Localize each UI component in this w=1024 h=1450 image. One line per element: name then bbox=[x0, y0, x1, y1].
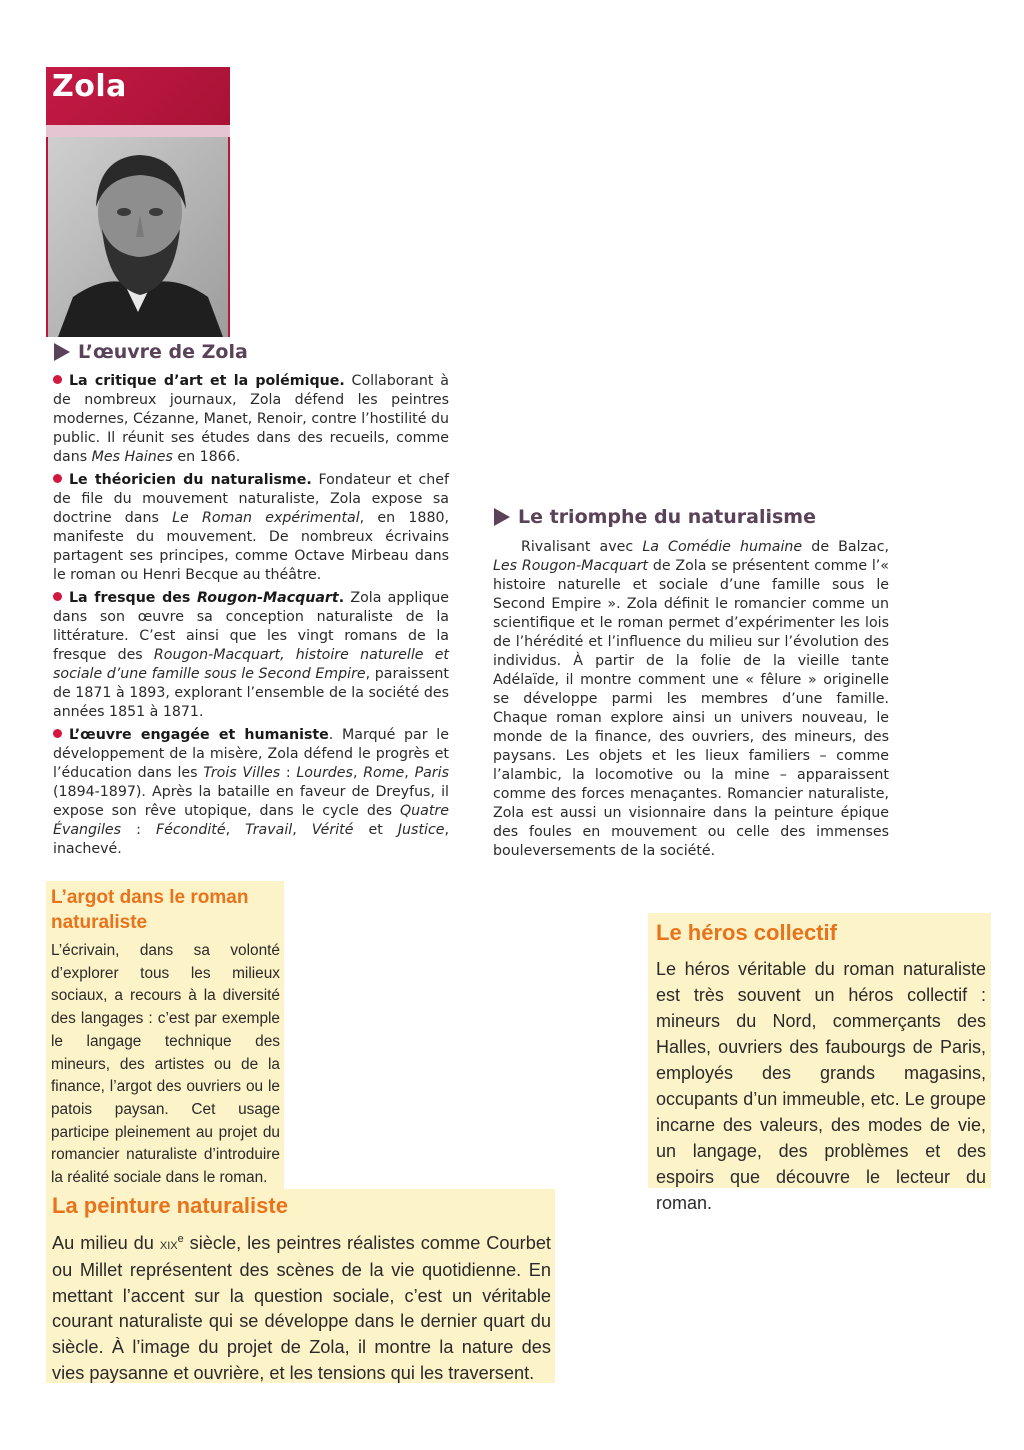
oeuvre-heading-text: L’œuvre de Zola bbox=[78, 341, 248, 363]
oeuvre-item: La fresque des Rougon-Macquart. Zola applique dans son œuvre sa conception naturaliste de la littérature. C’est ainsi que les vingt romans de la fresque des Rougon-Macquart, histoire naturelle et sociale d’une famille sous le Second Empire, paraissent de 1871 à 1893, explorant l’ensemble de la société des années 1851 à 1871. bbox=[53, 590, 449, 720]
bullet-icon bbox=[53, 729, 62, 738]
triomphe-heading bbox=[494, 506, 816, 528]
oeuvre-item: La critique d’art et la polémique. Collaborant à de nombreux journaux, Zola défend les peintres modernes, Cézanne, Manet, Renoir, contre l’hostilité du public. Il réunit ses études dans des recueils, comme dans Mes Haines en 1866. bbox=[53, 373, 449, 465]
oeuvre-item: L’œuvre engagée et humaniste. Marqué par le développement de la misère, Zola défend le progrès et l’éducation dans les Trois Villes : Lourdes, Rome, Paris (1894-1897). Après la bataille en faveur de Dreyfus, il expose son rêve utopique, dans le cycle des Quatre Évangiles : Fécondité, Travail, Vérité et Justice, inachevé. bbox=[53, 727, 449, 857]
bullet-icon bbox=[53, 474, 62, 483]
argot-text: L’écrivain, dans sa volonté d’explorer tous les milieux sociaux, a recours à la diversité des langages : c’est par exemple le langage technique des mineurs, des artistes ou de la finance, l’argot des ouvriers ou le patois paysan. Cet usage participe pleinement au projet du romancier naturaliste d’introduire la réalité sociale dans le roman. bbox=[51, 942, 280, 1187]
author-portrait bbox=[48, 137, 228, 337]
peinture-title: La peinture naturaliste bbox=[52, 1193, 288, 1218]
triomphe-column bbox=[493, 538, 889, 861]
peinture-box bbox=[46, 1189, 555, 1383]
heros-text: Le héros véritable du roman naturaliste est très souvent un héros collectif : mineurs du Nord, commerçants des Halles, ouvriers des faubourgs de Paris, employés des grands magasins, occupants d’un immeuble, etc. Le groupe incarne des valeurs, des modes de vie, un langage, des problèmes et des espoirs que découvre le lecteur du roman. bbox=[656, 959, 986, 1213]
bullet-icon bbox=[53, 592, 62, 601]
argot-title: L’argot dans le roman naturaliste bbox=[51, 887, 249, 933]
heros-title: Le héros collectif bbox=[656, 920, 837, 945]
argot-box bbox=[46, 881, 284, 1189]
heros-box bbox=[648, 913, 991, 1213]
bullet-icon bbox=[53, 375, 62, 384]
author-title: Zola bbox=[52, 69, 127, 104]
oeuvre-column bbox=[53, 372, 449, 863]
oeuvre-heading bbox=[54, 341, 248, 363]
oeuvre-item: Le théoricien du naturalisme. Fondateur et chef de file du mouvement naturaliste, Zola expose sa doctrine dans Le Roman expérimental, en 1880, manifeste du mouvement. De nombreux écrivains partagent ses principes, comme Octave Mirbeau dans le roman ou Henri Becque au théâtre. bbox=[53, 472, 450, 583]
triomphe-paragraph: Rivalisant avec La Comédie humaine de Balzac, Les Rougon-Macquart de Zola se présentent comme l’« histoire naturelle et sociale d’une famille sous le Second Empire ». Zola définit le romancier comme un scientifique et le roman permet d’expérimenter les lois de l’hérédité et l’influence du milieu sur l’évolution des individus. À partir de la folie de la vieille tante Adélaïde, il montre comment une « fêlure » originelle se développe parmi les membres d’une famille. Chaque roman explore ainsi un univers nouveau, le monde de la finance, des ouvriers, des mineurs, des paysans. Les objets et les lieux familiers – comme l’alambic, la locomotive ou la mine – apparaissent comme des forces menaçantes. Romancier naturaliste, Zola est aussi un visionnaire dans la peinture épique des foules en mouvement ou celle des immenses bouleversements de la société. bbox=[493, 539, 890, 859]
triomphe-heading-text: Le triomphe du naturalisme bbox=[518, 506, 816, 528]
author-banner bbox=[46, 67, 230, 337]
banner-stripe bbox=[46, 125, 230, 137]
triangle-icon bbox=[54, 343, 70, 361]
peinture-text: Au milieu du xix$^e$ siècle, les peintres réalistes comme Courbet ou Millet représentent des scènes de la vie quotidienne. En mettant l’accent sur la question sociale, c’est un véritable courant naturaliste qui se développe dans le dernier quart du siècle. À l’image du projet de Zola, il montre la nature des vies paysanne et ouvrière, et les tensions qui les traversent. bbox=[52, 1233, 551, 1384]
triangle-icon bbox=[494, 508, 510, 526]
